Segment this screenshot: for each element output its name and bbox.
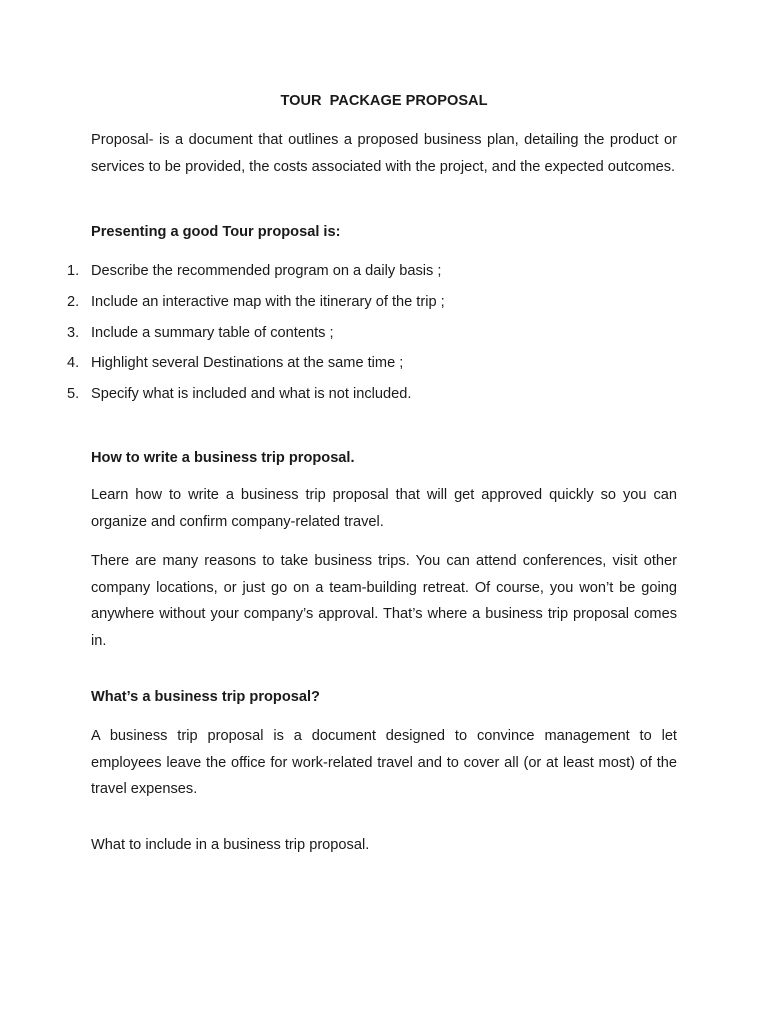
list-item [0, 353, 700, 384]
list-item-text: Include a summary table of contents ; [91, 324, 334, 341]
list-item-text: Specify what is included and what is not included. [91, 386, 412, 402]
list-item [0, 261, 700, 292]
list-item-number: 5. [67, 386, 80, 402]
whats-paragraph: A business trip proposal is a document designed to convince management to let employees leave the office for work-related travel and to cover all (or at least most) of the travel expenses. [91, 728, 677, 797]
presenting-heading: Presenting a good Tour proposal is: [91, 224, 341, 240]
list-item [0, 323, 700, 354]
list-item [0, 292, 700, 323]
closing-line: What to include in a business trip proposal. [91, 837, 370, 853]
intro-paragraph: Proposal- is a document that outlines a proposed business plan, detailing the product or services to be provided, the costs associated with the project, and the expected outcomes. [91, 132, 677, 175]
list-item-text: Highlight several Destinations at the same time ; [91, 355, 404, 372]
list-item-text: Describe the recommended program on a daily basis ; [91, 263, 442, 279]
list-item-number: 2. [67, 293, 80, 310]
list-item-text: Include an interactive map with the itinerary of the trip ; [91, 293, 445, 310]
list-item [0, 384, 700, 415]
proposal-steps-list [0, 261, 700, 415]
howto-paragraph-2: There are many reasons to take business trips. You can attend conferences, visit other company locations, or just go on a team-building retreat. Of course, you won’t be going anywhere without your company’s approval. That’s where a business trip proposal comes in. [91, 553, 677, 649]
list-item-number: 4. [67, 355, 80, 372]
list-item-number: 3. [67, 324, 80, 341]
list-item-number: 1. [67, 263, 80, 279]
howto-paragraph-1: Learn how to write a business trip proposal that will get approved quickly so you can organize and confirm company-related travel. [91, 487, 677, 530]
whats-heading: What’s a business trip proposal? [91, 689, 320, 705]
howto-heading: How to write a business trip proposal. [91, 450, 355, 466]
document-title: TOUR PACKAGE PROPOSAL [280, 93, 488, 109]
